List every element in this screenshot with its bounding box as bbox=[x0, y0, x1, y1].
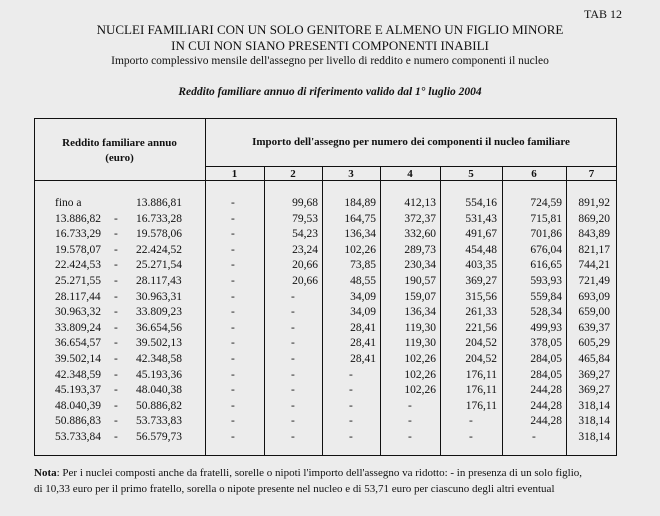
amount-cell: - bbox=[231, 337, 235, 350]
amount-cell: 724,59 bbox=[530, 197, 562, 209]
amount-cell: 261,33 bbox=[465, 306, 497, 319]
income-from: 19.578,07 bbox=[55, 243, 101, 256]
amount-cell: 20,66 bbox=[292, 274, 318, 287]
amount-cell: 244,28 bbox=[530, 415, 562, 428]
amount-cell: 593,93 bbox=[530, 274, 562, 287]
amount-cell: 23,24 bbox=[292, 243, 318, 256]
amount-cell: 176,11 bbox=[465, 368, 497, 381]
income-from: 45.193,37 bbox=[55, 384, 101, 397]
amount-cell: 332,60 bbox=[404, 228, 436, 241]
amount-cell: - bbox=[231, 274, 235, 287]
income-to: 50.886,82 bbox=[136, 399, 182, 412]
footnote-line-2: di 10,33 euro per il primo fratello, sorella o nipote presente nel nucleo e di 53,71 euro per ciascuno degli altri eventual bbox=[34, 483, 555, 495]
income-to: 19.578,06 bbox=[136, 228, 182, 241]
amount-cell: 605,29 bbox=[578, 337, 610, 350]
table-row bbox=[34, 244, 617, 260]
amount-cell: 34,09 bbox=[350, 290, 376, 303]
header-rule bbox=[205, 166, 617, 167]
income-to: 33.809,23 bbox=[136, 306, 182, 319]
income-to: 13.886,81 bbox=[136, 197, 182, 209]
amount-cell: - bbox=[469, 415, 473, 428]
amount-cell: 869,20 bbox=[578, 212, 610, 225]
amount-cell: - bbox=[349, 384, 353, 397]
income-to: 53.733,83 bbox=[136, 415, 182, 428]
amount-cell: - bbox=[349, 399, 353, 412]
amount-cell: 176,11 bbox=[465, 399, 497, 412]
amount-cell: - bbox=[231, 259, 235, 272]
income-from: 25.271,55 bbox=[55, 274, 101, 287]
amount-cell: 372,37 bbox=[404, 212, 436, 225]
range-separator: - bbox=[114, 212, 118, 225]
range-separator: - bbox=[114, 415, 118, 428]
amount-cell: 102,26 bbox=[344, 243, 376, 256]
amount-cell: 20,66 bbox=[292, 259, 318, 272]
amount-cell: 190,57 bbox=[404, 274, 436, 287]
table-body bbox=[34, 197, 617, 447]
amount-cell: - bbox=[408, 399, 412, 412]
column-header-7: 7 bbox=[588, 168, 595, 180]
income-from: 30.963,32 bbox=[55, 306, 101, 319]
income-column-header bbox=[34, 136, 205, 166]
amount-cell: - bbox=[349, 415, 353, 428]
amount-cell: - bbox=[231, 399, 235, 412]
column-header-6: 6 bbox=[531, 168, 537, 180]
amount-cell: 403,35 bbox=[465, 259, 497, 272]
amount-cell: 28,41 bbox=[350, 337, 376, 350]
amount-cell: - bbox=[231, 430, 235, 443]
table-row bbox=[34, 197, 617, 213]
amount-cell: 73,85 bbox=[350, 259, 376, 272]
income-from: 16.733,29 bbox=[55, 228, 101, 241]
amount-cell: 318,14 bbox=[578, 430, 610, 443]
amount-cell: 491,67 bbox=[465, 228, 497, 241]
column-header-1: 1 bbox=[231, 168, 238, 180]
income-to: 48.040,38 bbox=[136, 384, 182, 397]
amount-cell: - bbox=[291, 337, 295, 350]
amount-cell: 244,28 bbox=[530, 384, 562, 397]
footnote-label: Nota bbox=[34, 467, 57, 479]
income-to: 45.193,36 bbox=[136, 368, 182, 381]
income-from: 50.886,83 bbox=[55, 415, 101, 428]
income-to: 25.271,54 bbox=[136, 259, 182, 272]
amount-cell: 204,52 bbox=[465, 352, 497, 365]
amount-cell: 465,84 bbox=[578, 352, 610, 365]
amount-cell: 221,56 bbox=[465, 321, 497, 334]
table-row bbox=[34, 353, 617, 369]
range-separator: - bbox=[114, 306, 118, 319]
income-from: 42.348,59 bbox=[55, 368, 101, 381]
amount-cell: 102,26 bbox=[404, 368, 436, 381]
amount-cell: - bbox=[291, 430, 295, 443]
amount-cell: - bbox=[231, 415, 235, 428]
amount-cell: 701,86 bbox=[530, 228, 562, 241]
range-separator: - bbox=[114, 384, 118, 397]
column-header-4: 4 bbox=[407, 168, 413, 180]
amount-cell: 378,05 bbox=[530, 337, 562, 350]
amount-cell: 715,81 bbox=[530, 212, 562, 225]
range-separator: - bbox=[114, 399, 118, 412]
table-row bbox=[34, 322, 617, 338]
income-from: 33.809,24 bbox=[55, 321, 101, 334]
amount-cell: - bbox=[291, 399, 295, 412]
amount-cell: 528,34 bbox=[530, 306, 562, 319]
amount-cell: - bbox=[291, 368, 295, 381]
amount-cell: 230,34 bbox=[404, 259, 436, 272]
table-row bbox=[34, 369, 617, 385]
amount-cell: 204,52 bbox=[465, 337, 497, 350]
amount-cell: - bbox=[291, 384, 295, 397]
amount-cell: 369,27 bbox=[578, 368, 610, 381]
amount-cell: - bbox=[231, 228, 235, 241]
income-to: 28.117,43 bbox=[136, 274, 182, 287]
amount-cell: 159,07 bbox=[404, 290, 436, 303]
amount-cell: - bbox=[349, 430, 353, 443]
amount-cell: 244,28 bbox=[530, 399, 562, 412]
table-subtitle: Importo complessivo mensile dell'assegno per livello di reddito e numero componenti il nucleo bbox=[111, 55, 549, 67]
range-separator: - bbox=[114, 337, 118, 350]
amount-cell: - bbox=[469, 430, 473, 443]
amount-cell: 369,27 bbox=[578, 384, 610, 397]
range-separator: - bbox=[114, 243, 118, 256]
income-header-unit: (euro) bbox=[105, 152, 134, 164]
range-separator: - bbox=[114, 228, 118, 241]
table-row bbox=[34, 259, 617, 275]
table-row bbox=[34, 213, 617, 229]
range-separator: - bbox=[114, 321, 118, 334]
amount-cell: 28,41 bbox=[350, 321, 376, 334]
amount-cell: 369,27 bbox=[465, 274, 497, 287]
amount-cell: - bbox=[231, 212, 235, 225]
amount-cell: 119,30 bbox=[404, 321, 436, 334]
table-row bbox=[34, 306, 617, 322]
footnote-line-1: : Per i nuclei composti anche da fratelli, sorelle o nipoti l'importo dell'assegno va ridotto: - in presenza di un solo figlio, bbox=[56, 467, 583, 479]
amount-cell: 531,43 bbox=[465, 212, 497, 225]
amount-columns-header: Importo dell'assegno per numero dei componenti il nucleo familiare bbox=[252, 136, 570, 148]
amount-cell: - bbox=[291, 306, 295, 319]
amount-cell: 289,73 bbox=[404, 243, 436, 256]
amount-cell: 184,89 bbox=[344, 197, 376, 209]
footnote bbox=[34, 465, 634, 497]
income-from: 53.733,84 bbox=[55, 430, 101, 443]
income-from: 39.502,14 bbox=[55, 352, 101, 365]
amount-cell: 79,53 bbox=[292, 212, 318, 225]
range-separator: - bbox=[114, 430, 118, 443]
amount-cell: 454,48 bbox=[465, 243, 497, 256]
column-header-3: 3 bbox=[348, 168, 354, 180]
income-to: 42.348,58 bbox=[136, 352, 182, 365]
amount-cell: - bbox=[231, 197, 235, 209]
table-number: TAB 12 bbox=[583, 7, 622, 21]
amount-cell: 721,49 bbox=[578, 274, 610, 287]
income-from: 13.886,82 bbox=[55, 212, 101, 225]
table-title-line-2: IN CUI NON SIANO PRESENTI COMPONENTI INABILI bbox=[171, 38, 489, 53]
amount-cell: - bbox=[408, 415, 412, 428]
table-title-line-1: NUCLEI FAMILIARI CON UN SOLO GENITORE E ALMENO UN FIGLIO MINORE bbox=[96, 22, 564, 37]
table-row bbox=[34, 384, 617, 400]
amount-cell: 693,09 bbox=[578, 290, 610, 303]
income-from: 48.040,39 bbox=[55, 399, 101, 412]
income-to: 22.424,52 bbox=[136, 243, 182, 256]
range-separator: - bbox=[114, 274, 118, 287]
income-to: 56.579,73 bbox=[136, 430, 182, 443]
amount-cell: 559,84 bbox=[530, 290, 562, 303]
table-row bbox=[34, 431, 617, 447]
amount-cell: - bbox=[231, 290, 235, 303]
income-from: 28.117,44 bbox=[55, 290, 101, 303]
range-separator: - bbox=[114, 352, 118, 365]
amount-cell: - bbox=[231, 368, 235, 381]
amount-cell: 136,34 bbox=[404, 306, 436, 319]
amount-cell: 48,55 bbox=[350, 274, 376, 287]
income-header-label: Reddito familiare annuo bbox=[62, 137, 177, 149]
amount-cell: - bbox=[291, 352, 295, 365]
income-from: 22.424,53 bbox=[55, 259, 101, 272]
amount-cell: 676,04 bbox=[530, 243, 562, 256]
income-from: fino a bbox=[55, 197, 82, 209]
amount-cell: 891,92 bbox=[578, 197, 610, 209]
table-row bbox=[34, 400, 617, 416]
amount-cell: 318,14 bbox=[578, 399, 610, 412]
table-row bbox=[34, 275, 617, 291]
amount-cell: - bbox=[231, 321, 235, 334]
amount-cell: 821,17 bbox=[578, 243, 610, 256]
amount-cell: 659,00 bbox=[578, 306, 610, 319]
range-separator: - bbox=[114, 290, 118, 303]
amount-cell: 284,05 bbox=[530, 352, 562, 365]
income-from: 36.654,57 bbox=[55, 337, 101, 350]
income-to: 36.654,56 bbox=[136, 321, 182, 334]
amount-cell: - bbox=[408, 430, 412, 443]
amount-cell: 99,68 bbox=[292, 197, 318, 209]
amount-cell: 28,41 bbox=[350, 352, 376, 365]
income-to: 39.502,13 bbox=[136, 337, 182, 350]
amount-cell: 315,56 bbox=[465, 290, 497, 303]
income-to: 30.963,31 bbox=[136, 290, 182, 303]
amount-cell: 843,89 bbox=[578, 228, 610, 241]
reference-period: Reddito familiare annuo di riferimento valido dal 1° luglio 2004 bbox=[178, 86, 482, 98]
amount-cell: 499,93 bbox=[530, 321, 562, 334]
amount-cell: - bbox=[231, 384, 235, 397]
column-header-5: 5 bbox=[468, 168, 474, 180]
amount-cell: - bbox=[231, 243, 235, 256]
amount-cell: - bbox=[291, 290, 295, 303]
income-to: 16.733,28 bbox=[136, 212, 182, 225]
amount-cell: - bbox=[231, 352, 235, 365]
amount-cell: - bbox=[532, 430, 536, 443]
amount-cell: 102,26 bbox=[404, 384, 436, 397]
header-bottom-rule bbox=[34, 180, 617, 181]
column-header-2: 2 bbox=[290, 168, 296, 180]
amount-cell: 554,16 bbox=[465, 197, 497, 209]
amount-cell: 164,75 bbox=[344, 212, 376, 225]
amount-cell: 119,30 bbox=[404, 337, 436, 350]
table-row bbox=[34, 291, 617, 307]
amount-cell: 744,21 bbox=[578, 259, 610, 272]
table-row bbox=[34, 228, 617, 244]
amount-cell: 176,11 bbox=[465, 384, 497, 397]
table-row bbox=[34, 415, 617, 431]
amount-cell: 639,37 bbox=[578, 321, 610, 334]
amount-cell: - bbox=[349, 368, 353, 381]
amount-cell: 616,65 bbox=[530, 259, 562, 272]
amount-cell: 412,13 bbox=[404, 197, 436, 209]
range-separator: - bbox=[114, 259, 118, 272]
amount-cell: 284,05 bbox=[530, 368, 562, 381]
table-row bbox=[34, 337, 617, 353]
amount-cell: - bbox=[291, 415, 295, 428]
amount-cell: 318,14 bbox=[578, 415, 610, 428]
amount-cell: 102,26 bbox=[404, 352, 436, 365]
amount-cell: 34,09 bbox=[350, 306, 376, 319]
amount-cell: 136,34 bbox=[344, 228, 376, 241]
amount-cell: 54,23 bbox=[292, 228, 318, 241]
range-separator: - bbox=[114, 368, 118, 381]
amount-cell: - bbox=[231, 306, 235, 319]
amount-cell: - bbox=[291, 321, 295, 334]
